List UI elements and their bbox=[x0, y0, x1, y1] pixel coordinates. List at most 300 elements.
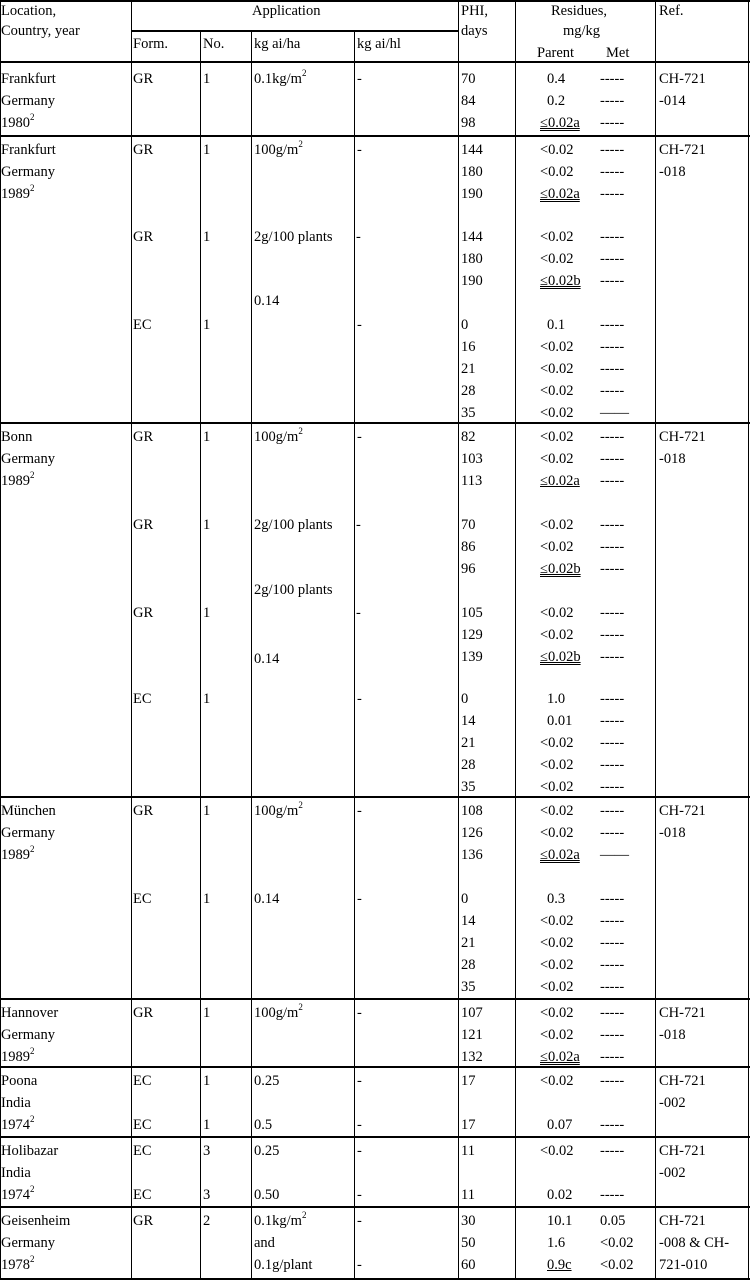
residue-parent: 0.01 bbox=[547, 713, 573, 729]
rule-top bbox=[0, 0, 750, 2]
application-count: 1 bbox=[203, 71, 211, 87]
reference: -018 bbox=[659, 825, 686, 841]
residue-metabolite: ----- bbox=[600, 229, 625, 245]
residue-parent: 0.9c bbox=[547, 1257, 572, 1273]
formulation: EC bbox=[133, 1143, 152, 1159]
rate-value: 100g/m bbox=[254, 429, 299, 445]
location-name: Bonn bbox=[1, 429, 33, 445]
rate-kg-ai-hl: - bbox=[357, 1117, 362, 1133]
residue-parent: <0.02 bbox=[540, 803, 574, 819]
location-year bbox=[1, 1114, 35, 1133]
location-year bbox=[1, 183, 35, 202]
residue-parent: <0.02 bbox=[540, 1073, 574, 1089]
year-footnote: 2 bbox=[30, 1254, 35, 1265]
rule-column bbox=[655, 0, 656, 1279]
year-footnote: 2 bbox=[30, 1046, 35, 1057]
residue-metabolite: ----- bbox=[600, 891, 625, 907]
rate-value: 0.1kg/m bbox=[254, 71, 302, 87]
reference: -018 bbox=[659, 164, 686, 180]
residue-metabolite: ----- bbox=[600, 539, 625, 555]
phi-days: 98 bbox=[461, 115, 476, 131]
rate-conjunction: and bbox=[254, 1235, 275, 1251]
residue-metabolite: ----- bbox=[600, 451, 625, 467]
rule-column bbox=[515, 0, 516, 1279]
residue-parent: <0.02 bbox=[540, 339, 574, 355]
application-count: 1 bbox=[203, 803, 211, 819]
phi-days: 144 bbox=[461, 229, 483, 245]
phi-days: 28 bbox=[461, 757, 476, 773]
location-name: Frankfurt bbox=[1, 142, 56, 158]
header-no: No. bbox=[203, 36, 225, 52]
reference: CH-721 bbox=[659, 803, 706, 819]
rate-unit-exponent: 2 bbox=[298, 800, 303, 811]
rule-column bbox=[131, 0, 132, 1279]
rate-value: 0.25 bbox=[254, 1143, 280, 1159]
location-year bbox=[1, 112, 35, 131]
residue-parent: <0.02 bbox=[540, 779, 574, 795]
residue-metabolite: 0.05 bbox=[600, 1213, 626, 1229]
residue-metabolite: ----- bbox=[600, 1005, 625, 1021]
residue-metabolite: ----- bbox=[600, 957, 625, 973]
phi-days: 113 bbox=[461, 473, 483, 489]
residue-metabolite: ----- bbox=[600, 473, 625, 489]
year-value: 1989 bbox=[1, 1049, 30, 1065]
residue-parent: ≤0.02b bbox=[540, 649, 581, 665]
rule-column bbox=[748, 0, 749, 1279]
residue-metabolite: ----- bbox=[600, 627, 625, 643]
phi-days: 16 bbox=[461, 339, 476, 355]
rate-kg-ai-hl: - bbox=[357, 1257, 362, 1273]
phi-days: 11 bbox=[461, 1143, 475, 1159]
rule-group-6 bbox=[0, 1206, 750, 1208]
header-ref: Ref. bbox=[659, 3, 684, 19]
reference: CH-721 bbox=[659, 1213, 706, 1229]
phi-days: 0 bbox=[461, 691, 469, 707]
residue-parent: <0.02 bbox=[540, 229, 574, 245]
location-country: Germany bbox=[1, 93, 55, 109]
location-country: Germany bbox=[1, 825, 55, 841]
application-count: 1 bbox=[203, 1005, 211, 1021]
residue-parent: <0.02 bbox=[540, 627, 574, 643]
residue-metabolite: ----- bbox=[600, 561, 625, 577]
year-value: 1974 bbox=[1, 1117, 30, 1133]
residue-parent: ≤0.02b bbox=[540, 561, 581, 577]
residue-metabolite: ----- bbox=[600, 913, 625, 929]
rate-kg-ai-hl: - bbox=[357, 691, 362, 707]
rule-column bbox=[458, 0, 459, 1279]
rate-kg-ai-hl: - bbox=[356, 605, 361, 621]
phi-days: 35 bbox=[461, 405, 476, 421]
formulation: GR bbox=[133, 1213, 154, 1229]
rule-column bbox=[200, 31, 201, 1279]
application-count: 2 bbox=[203, 1213, 211, 1229]
location-name: Hannover bbox=[1, 1005, 59, 1021]
formulation: GR bbox=[133, 71, 154, 87]
rate-kg-ai-hl: - bbox=[357, 1005, 362, 1021]
phi-days: 28 bbox=[461, 957, 476, 973]
residue-parent: ≤0.02a bbox=[540, 1049, 580, 1065]
location-name: Holibazar bbox=[1, 1143, 59, 1159]
residue-parent: 0.2 bbox=[547, 93, 566, 109]
rate-value: 0.25 bbox=[254, 1073, 280, 1089]
residue-parent: <0.02 bbox=[540, 757, 574, 773]
rate-value: 0.5 bbox=[254, 1117, 273, 1133]
rate-kg-ai-hl: - bbox=[357, 891, 362, 907]
rate-value: 2g/100 plants bbox=[254, 517, 333, 533]
rule-column bbox=[251, 31, 252, 1279]
rule-application bbox=[131, 30, 458, 32]
residue-parent: 0.4 bbox=[547, 71, 566, 87]
rule-group-2 bbox=[0, 796, 750, 798]
phi-days: 129 bbox=[461, 627, 483, 643]
formulation: EC bbox=[133, 317, 152, 333]
residue-metabolite: <0.02 bbox=[600, 1235, 634, 1251]
reference: CH-721 bbox=[659, 71, 706, 87]
reference: -008 & CH- bbox=[659, 1235, 730, 1251]
rate-kg-ai-ha bbox=[254, 1117, 272, 1133]
year-footnote: 2 bbox=[30, 844, 35, 855]
residue-parent: 0.1 bbox=[547, 317, 566, 333]
application-count: 1 bbox=[203, 691, 211, 707]
rate-kg-ai-ha bbox=[254, 229, 333, 245]
location-year bbox=[1, 1046, 35, 1065]
rate-kg-ai-ha bbox=[254, 139, 303, 158]
location-country: India bbox=[1, 1095, 31, 1111]
reference: -002 bbox=[659, 1095, 686, 1111]
phi-days: 70 bbox=[461, 517, 476, 533]
header-kg-ai-hl: kg ai/hl bbox=[357, 36, 401, 52]
location-country: Germany bbox=[1, 164, 55, 180]
residue-parent: 0.07 bbox=[547, 1117, 573, 1133]
location-name: Geisenheim bbox=[1, 1213, 71, 1229]
residue-metabolite: ----- bbox=[600, 1143, 625, 1159]
phi-days: 144 bbox=[461, 142, 483, 158]
rate-kg-ai-hl: - bbox=[357, 142, 362, 158]
phi-days: 96 bbox=[461, 561, 476, 577]
rate-value: 0.14 bbox=[254, 891, 280, 907]
residue-metabolite: ----- bbox=[600, 649, 625, 665]
residue-metabolite: <0.02 bbox=[600, 1257, 634, 1273]
rule-group-1 bbox=[0, 422, 750, 424]
rate-unit-exponent: 2 bbox=[298, 1002, 303, 1013]
header-form: Form. bbox=[133, 36, 169, 52]
rate-kg-ai-hl: - bbox=[357, 317, 362, 333]
residue-metabolite: ----- bbox=[600, 803, 625, 819]
reference: -018 bbox=[659, 451, 686, 467]
reference: CH-721 bbox=[659, 1073, 706, 1089]
phi-days: 17 bbox=[461, 1117, 476, 1133]
rate-kg-ai-ha bbox=[254, 1073, 279, 1089]
location-year bbox=[1, 1184, 35, 1203]
location-name: Poona bbox=[1, 1073, 38, 1089]
residue-parent: ≤0.02b bbox=[540, 273, 581, 289]
location-country: India bbox=[1, 1165, 31, 1181]
rate-kg-ai-ha bbox=[254, 1143, 279, 1159]
residue-parent: <0.02 bbox=[540, 383, 574, 399]
rate-kg-ai-hl: - bbox=[356, 517, 361, 533]
residue-metabolite: ----- bbox=[600, 825, 625, 841]
formulation: GR bbox=[133, 605, 154, 621]
residue-metabolite: ----- bbox=[600, 361, 625, 377]
formulation: GR bbox=[133, 1005, 154, 1021]
phi-days: 180 bbox=[461, 164, 483, 180]
residue-metabolite: ----- bbox=[600, 1117, 625, 1133]
rate-value: 0.50 bbox=[254, 1187, 280, 1203]
residue-metabolite: ----- bbox=[600, 383, 625, 399]
formulation: EC bbox=[133, 1187, 152, 1203]
formulation: GR bbox=[133, 429, 154, 445]
location-name: Frankfurt bbox=[1, 71, 56, 87]
residue-parent: <0.02 bbox=[540, 405, 574, 421]
residue-parent: <0.02 bbox=[540, 429, 574, 445]
reference: 721-010 bbox=[659, 1257, 708, 1273]
application-count: 1 bbox=[203, 1117, 211, 1133]
rate-value: 0.14 bbox=[254, 651, 280, 667]
rate-kg-ai-ha bbox=[254, 1002, 303, 1021]
header-phi-days: days bbox=[461, 23, 488, 39]
year-value: 1974 bbox=[1, 1187, 30, 1203]
phi-days: 139 bbox=[461, 649, 483, 665]
rule-header-bottom bbox=[0, 61, 750, 63]
residue-parent: <0.02 bbox=[540, 935, 574, 951]
rate-kg-ai-ha bbox=[254, 1210, 307, 1229]
phi-days: 105 bbox=[461, 605, 483, 621]
rate-kg-ai-hl: - bbox=[357, 71, 362, 87]
rate-kg-ai-ha bbox=[254, 800, 303, 819]
year-footnote: 2 bbox=[30, 470, 35, 481]
year-value: 1989 bbox=[1, 847, 30, 863]
phi-days: 28 bbox=[461, 383, 476, 399]
location-name: München bbox=[1, 803, 56, 819]
residue-parent: 0.02 bbox=[547, 1187, 573, 1203]
residue-metabolite: ----- bbox=[600, 142, 625, 158]
phi-days: 35 bbox=[461, 779, 476, 795]
phi-days: 190 bbox=[461, 273, 483, 289]
reference: CH-721 bbox=[659, 142, 706, 158]
year-footnote: 2 bbox=[30, 1184, 35, 1195]
application-count: 1 bbox=[203, 142, 211, 158]
residue-parent: <0.02 bbox=[540, 251, 574, 267]
phi-days: 132 bbox=[461, 1049, 483, 1065]
residue-parent: <0.02 bbox=[540, 1143, 574, 1159]
application-count: 1 bbox=[203, 429, 211, 445]
application-count: 1 bbox=[203, 229, 211, 245]
residue-parent: <0.02 bbox=[540, 517, 574, 533]
residue-metabolite: ----- bbox=[600, 935, 625, 951]
residue-parent: <0.02 bbox=[540, 142, 574, 158]
formulation: GR bbox=[133, 229, 154, 245]
rate-value: 100g/m bbox=[254, 1005, 299, 1021]
phi-days: 82 bbox=[461, 429, 476, 445]
rate-value: 100g/m bbox=[254, 142, 299, 158]
phi-days: 108 bbox=[461, 803, 483, 819]
header-met: Met bbox=[606, 45, 630, 61]
rate-second: 0.1g/plant bbox=[254, 1257, 313, 1273]
header-residues: Residues, bbox=[551, 3, 607, 19]
location-year bbox=[1, 844, 35, 863]
residue-metabolite: ----- bbox=[600, 779, 625, 795]
phi-days: 21 bbox=[461, 361, 476, 377]
residue-parent: <0.02 bbox=[540, 825, 574, 841]
phi-days: 35 bbox=[461, 979, 476, 995]
residue-parent: <0.02 bbox=[540, 164, 574, 180]
residue-parent: <0.02 bbox=[540, 1027, 574, 1043]
residue-parent: <0.02 bbox=[540, 1005, 574, 1021]
rate-value: 2g/100 plants bbox=[254, 582, 333, 598]
rate-unit-exponent: 2 bbox=[301, 68, 307, 79]
header-parent: Parent bbox=[537, 45, 575, 61]
reference: CH-721 bbox=[659, 1143, 706, 1159]
residue-metabolite: ----- bbox=[600, 71, 625, 87]
residue-parent: ≤0.02a bbox=[540, 115, 580, 131]
phi-days: 21 bbox=[461, 735, 476, 751]
rate-kg-ai-ha bbox=[254, 891, 279, 907]
year-footnote: 2 bbox=[30, 1114, 35, 1125]
residue-parent: 1.6 bbox=[547, 1235, 566, 1251]
residue-metabolite: ----- bbox=[600, 93, 625, 109]
rule-column bbox=[0, 0, 1, 1279]
rate-kg-ai-ha bbox=[254, 426, 303, 445]
residue-parent: 1.0 bbox=[547, 691, 566, 707]
residue-metabolite: ----- bbox=[600, 339, 625, 355]
residue-parent: 10.1 bbox=[547, 1213, 573, 1229]
reference: CH-721 bbox=[659, 429, 706, 445]
phi-days: 14 bbox=[461, 713, 476, 729]
phi-days: 0 bbox=[461, 317, 469, 333]
header-kg-ai-ha: kg ai/ha bbox=[254, 36, 301, 52]
rate-kg-ai-ha bbox=[254, 1187, 279, 1203]
formulation: GR bbox=[133, 803, 154, 819]
rule-group-3 bbox=[0, 998, 750, 1000]
location-country: Germany bbox=[1, 1235, 55, 1251]
formulation: EC bbox=[133, 1117, 152, 1133]
location-country: Germany bbox=[1, 1027, 55, 1043]
residue-metabolite: —— bbox=[600, 847, 629, 863]
header-country-year: Country, year bbox=[1, 23, 80, 39]
phi-days: 0 bbox=[461, 891, 469, 907]
residue-parent: ≤0.02a bbox=[540, 847, 580, 863]
formulation: EC bbox=[133, 1073, 152, 1089]
residue-metabolite: ----- bbox=[600, 1187, 625, 1203]
formulation: EC bbox=[133, 691, 152, 707]
rate-unit-exponent: 2 bbox=[298, 426, 303, 437]
application-count: 1 bbox=[203, 517, 211, 533]
formulation: GR bbox=[133, 142, 154, 158]
reference: -018 bbox=[659, 1027, 686, 1043]
residue-metabolite: ----- bbox=[600, 713, 625, 729]
phi-days: 84 bbox=[461, 93, 476, 109]
rate-kg-ai-ha bbox=[254, 582, 333, 598]
reference: -014 bbox=[659, 93, 686, 109]
residue-metabolite: —— bbox=[600, 405, 629, 421]
residue-parent: <0.02 bbox=[540, 605, 574, 621]
phi-days: 21 bbox=[461, 935, 476, 951]
rate-value: 0.1kg/m bbox=[254, 1213, 302, 1229]
year-footnote: 2 bbox=[30, 112, 35, 123]
residue-metabolite: ----- bbox=[600, 164, 625, 180]
application-count: 1 bbox=[203, 605, 211, 621]
rate-kg-ai-hl: - bbox=[357, 1143, 362, 1159]
residue-metabolite: ----- bbox=[600, 186, 625, 202]
year-value: 1980 bbox=[1, 115, 30, 131]
residue-parent: ≤0.02a bbox=[540, 186, 580, 202]
phi-days: 126 bbox=[461, 825, 483, 841]
rate-value: 2g/100 plants bbox=[254, 229, 333, 245]
rate-value: 0.14 bbox=[254, 293, 280, 309]
location-country: Germany bbox=[1, 451, 55, 467]
rate-kg-ai-hl: - bbox=[357, 803, 362, 819]
rate-kg-ai-ha bbox=[254, 651, 279, 667]
application-count: 1 bbox=[203, 317, 211, 333]
header-phi: PHI, bbox=[461, 3, 488, 19]
residue-metabolite: ----- bbox=[600, 251, 625, 267]
rate-kg-ai-hl: - bbox=[356, 229, 361, 245]
phi-days: 107 bbox=[461, 1005, 483, 1021]
application-count: 1 bbox=[203, 1073, 211, 1089]
phi-days: 86 bbox=[461, 539, 476, 555]
header-application: Application bbox=[252, 3, 321, 19]
residue-parent: <0.02 bbox=[540, 361, 574, 377]
phi-days: 180 bbox=[461, 251, 483, 267]
header-location: Location, bbox=[1, 3, 57, 19]
phi-days: 103 bbox=[461, 451, 483, 467]
phi-days: 11 bbox=[461, 1187, 475, 1203]
residue-parent: <0.02 bbox=[540, 979, 574, 995]
rate-kg-ai-hl: - bbox=[357, 1213, 362, 1229]
residue-parent: <0.02 bbox=[540, 957, 574, 973]
rate-kg-ai-ha bbox=[254, 517, 333, 533]
residue-metabolite: ----- bbox=[600, 605, 625, 621]
reference: CH-721 bbox=[659, 1005, 706, 1021]
rate-kg-ai-ha bbox=[254, 293, 279, 309]
phi-days: 30 bbox=[461, 1213, 476, 1229]
application-count: 3 bbox=[203, 1187, 211, 1203]
rate-value: 100g/m bbox=[254, 803, 299, 819]
rule-group-0 bbox=[0, 135, 750, 137]
year-footnote: 2 bbox=[30, 183, 35, 194]
residue-metabolite: ----- bbox=[600, 517, 625, 533]
rule-column bbox=[354, 31, 355, 1279]
rate-kg-ai-hl: - bbox=[357, 1073, 362, 1089]
residue-parent: 0.3 bbox=[547, 891, 566, 907]
phi-days: 70 bbox=[461, 71, 476, 87]
header-residues-unit: mg/kg bbox=[563, 23, 601, 39]
residue-parent: <0.02 bbox=[540, 735, 574, 751]
year-value: 1989 bbox=[1, 473, 30, 489]
rate-unit-exponent: 2 bbox=[301, 1210, 307, 1221]
rule-group-5 bbox=[0, 1136, 750, 1138]
application-count: 1 bbox=[203, 891, 211, 907]
year-value: 1978 bbox=[1, 1257, 30, 1273]
location-year bbox=[1, 1254, 35, 1273]
residue-metabolite: ----- bbox=[600, 115, 625, 131]
phi-days: 136 bbox=[461, 847, 483, 863]
application-count: 3 bbox=[203, 1143, 211, 1159]
residue-parent: <0.02 bbox=[540, 539, 574, 555]
residue-metabolite: ----- bbox=[600, 273, 625, 289]
residue-metabolite: ----- bbox=[600, 1027, 625, 1043]
rule-group-4 bbox=[0, 1066, 750, 1068]
location-year bbox=[1, 470, 35, 489]
phi-days: 14 bbox=[461, 913, 476, 929]
residue-parent: ≤0.02a bbox=[540, 473, 580, 489]
rate-kg-ai-ha bbox=[254, 68, 307, 87]
residue-metabolite: ----- bbox=[600, 1049, 625, 1065]
phi-days: 17 bbox=[461, 1073, 476, 1089]
residue-metabolite: ----- bbox=[600, 691, 625, 707]
rate-unit-exponent: 2 bbox=[298, 139, 303, 150]
residue-metabolite: ----- bbox=[600, 757, 625, 773]
